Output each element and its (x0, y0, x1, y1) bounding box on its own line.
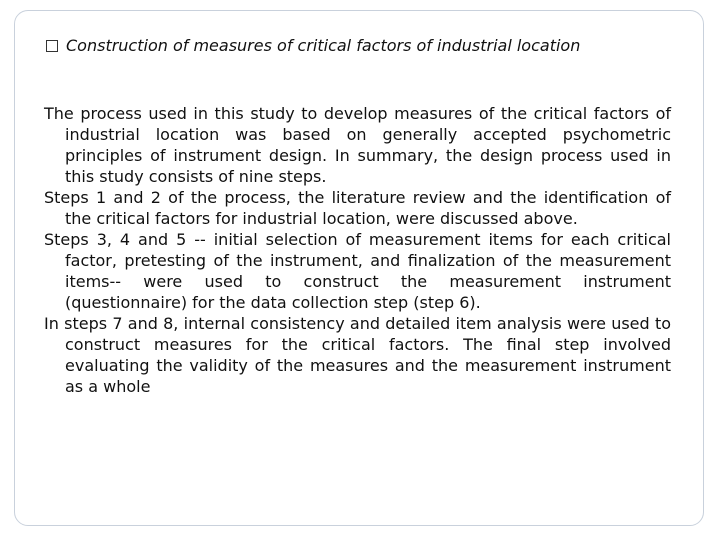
paragraph-steps-1-2: Steps 1 and 2 of the process, the literature review and the identification of the critical factors for industrial location, were discussed above. (44, 188, 671, 228)
slide-heading (46, 36, 676, 56)
checkbox-bullet-icon (46, 40, 58, 52)
heading-text: Construction of measures of critical factors of industrial location (66, 36, 581, 55)
paragraph-process: The process used in this study to develop measures of the critical factors of industrial location was based on generally accepted psychometric principles of instrument design. In summary, the design process used in this study consists of nine steps. (44, 104, 671, 186)
paragraph-steps-3-5: Steps 3, 4 and 5 -- initial selection of measurement items for each critical factor, pretesting of the instrument, and finalization of the measurement items-- were used to construct the measurement instrument (questionnaire) for the data collection step (step 6). (44, 230, 671, 312)
body-text (44, 103, 671, 397)
paragraph-steps-7-8: In steps 7 and 8, internal consistency and detailed item analysis were used to construct measures for the critical factors. The final step involved evaluating the validity of the measures and the measurement instrument as a whole (44, 314, 671, 396)
